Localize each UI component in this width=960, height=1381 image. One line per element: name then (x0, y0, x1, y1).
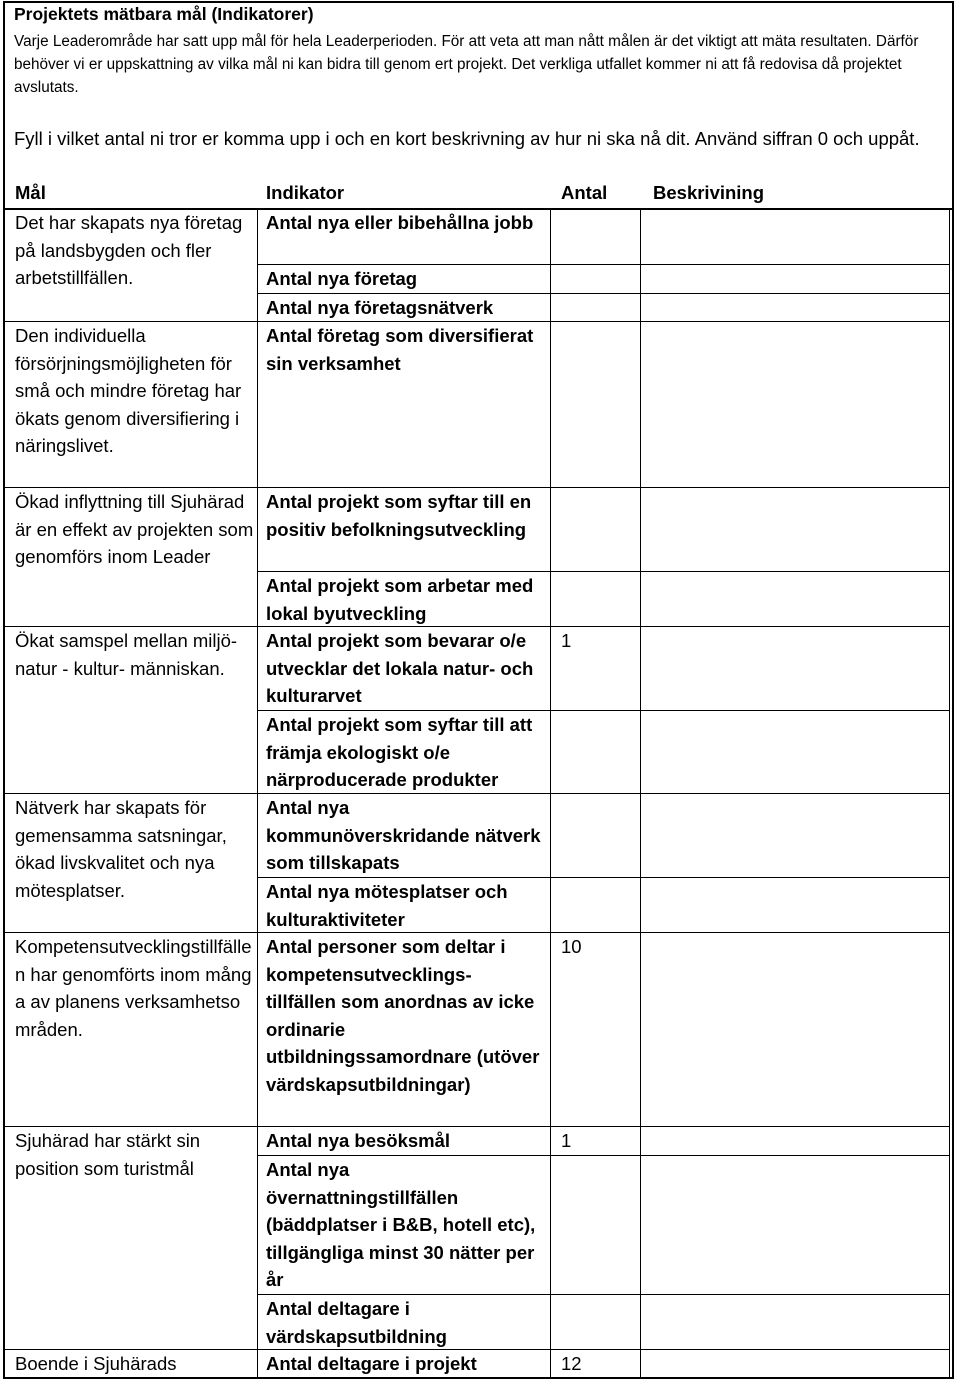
indicator-cell: Antal projekt som syftar till en positiv befolkningsutveckling (266, 491, 532, 540)
indicator-cell: Antal nya övernattningstillfällen (bäddplatser i B&B, hotell etc), tillgängliga minst 30 nätter per år (266, 1159, 536, 1291)
table-border-bottom (3, 1378, 949, 1379)
indicator-cell: Antal personer som deltar i kompetensutvecklings-tillfällen som anordnas av icke ordinarie utbildningssamordnare (utöver värdskapsutbildningar) (266, 936, 540, 1095)
indicator-cell: Antal nya eller bibehållna jobb (266, 212, 534, 233)
indicator-cell: Antal projekt som syftar till att främja ekologiskt o/e närproducerade produkter (266, 714, 533, 791)
indicator-cell: Antal projekt som bevarar o/e utvecklar det lokala natur- och kulturarvet (266, 630, 534, 707)
indicator-cell: Antal deltagare i projekt (266, 1353, 477, 1374)
count-cell[interactable]: 1 (561, 1130, 572, 1151)
indicator-cell: Antal nya kommunöverskridande nätverk som tillskapats (266, 797, 541, 874)
indicator-cell: Antal projekt som arbetar med lokal byutveckling (266, 575, 534, 624)
indicator-cell: Antal nya mötesplatser och kulturaktiviteter (266, 881, 508, 930)
goal-cell: Boende i Sjuhärads (15, 1353, 177, 1374)
instruction-paragraph: Fyll i vilket antal ni tror er komma upp i och en kort beskrivning av hur ni ska nå dit. Använd siffran 0 och uppåt. (14, 128, 920, 149)
indicator-cell: Antal nya besöksmål (266, 1130, 451, 1151)
count-cell[interactable]: 10 (561, 936, 582, 957)
table-header-row (3, 181, 954, 209)
count-cell[interactable]: 12 (561, 1353, 582, 1374)
section-title: Projektets mätbara mål (Indikatorer) (14, 4, 314, 24)
indicator-cell: Antal företag som diversifierat sin verksamhet (266, 325, 534, 374)
goal-cell: Ökad inflyttning till Sjuhärad är en effekt av projekten som genomförs inom Leader (15, 491, 254, 568)
table-border-right (949, 208, 950, 1379)
intro-paragraph: Varje Leaderområde har satt upp mål för hela Leaderperioden. För att veta att man nått målen är det viktigt att mäta resultaten. Därför behöver vi er uppskattning av vilka mål ni kan bidra till genom ert projekt. Det verkliga utfallet kommer ni att få redovisa då projektet avslutats. (14, 33, 919, 96)
indicator-cell: Antal nya företag (266, 268, 418, 289)
column-header-count: Antal (561, 182, 608, 203)
goal-cell: Det har skapats nya företag på landsbygden och fler arbetstillfällen. (15, 212, 243, 289)
column-header-goal: Mål (15, 182, 46, 203)
indicator-cell: Antal nya företagsnätverk (266, 297, 494, 318)
goal-cell: Den individuella försörjningsmöjligheten för små och mindre företag har ökats genom diversifiering i näringslivet. (15, 325, 242, 457)
goal-cell: Nätverk har skapats för gemensamma satsningar, ökad livskvalitet och nya mötesplatser. (15, 797, 227, 901)
column-header-indicator: Indikator (266, 182, 345, 203)
column-header-description: Beskrivining (653, 182, 765, 203)
indicator-cell: Antal deltagare i värdskapsutbildning (266, 1298, 447, 1347)
count-cell[interactable]: 1 (561, 630, 572, 651)
goal-cell: Ökat samspel mellan miljö- natur - kultur- människan. (15, 630, 238, 679)
goal-cell: Sjuhärad har stärkt sin position som turistmål (15, 1130, 201, 1179)
goal-cell: Kompetensutvecklingstillfällen har genomförts inom många av planens verksamhetsområden. (15, 936, 252, 1040)
